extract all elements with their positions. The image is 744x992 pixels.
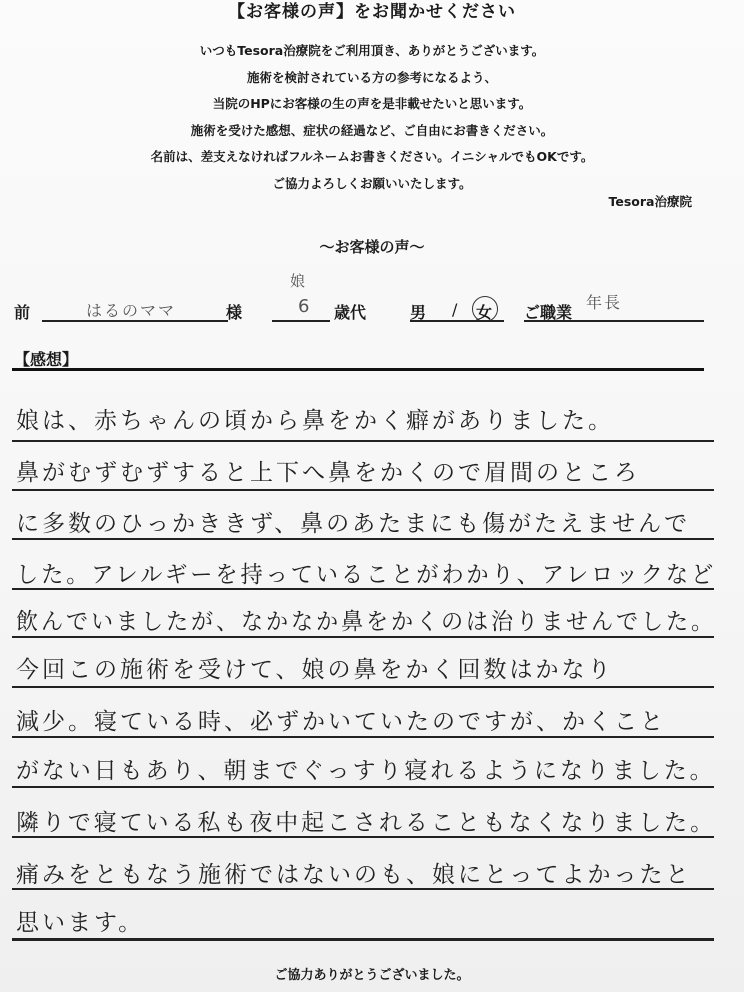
gender-male-option[interactable]: 男: [410, 303, 427, 322]
handwritten-line: 隣りで寝ている私も夜中起こされることもなくなりました。: [16, 810, 716, 836]
handwritten-line: 飲んでいましたが、なかなか鼻をかくのは治りませんでした。: [16, 609, 716, 635]
ruled-line: [12, 538, 714, 540]
handwritten-line: 痛みをともなう施術ではないのも、娘にとってよかったと: [16, 862, 692, 888]
section-title: ～お客様の声～: [319, 238, 425, 256]
occupation-label: ご職業: [524, 303, 573, 322]
intro-line: 施術を受けた感想、症状の経過など、ご自由にお書きください。: [190, 122, 554, 138]
handwritten-line: 減少。寝ている時、必ずかいていたのですが、かくこと: [16, 709, 666, 735]
page-title: 【お客様の声】をお聞かせください: [228, 2, 516, 22]
ruled-line: [12, 588, 714, 590]
intro-line: いつもTesora治療院をご利用頂き、ありがとうございます。: [199, 43, 545, 58]
sama-label: 様: [226, 303, 243, 322]
gender-separator: /: [452, 300, 458, 319]
ruled-line: [12, 888, 714, 890]
age-note: 娘: [290, 272, 308, 290]
occupation-underline: [524, 320, 704, 322]
clinic-name: Tesora治療院: [608, 194, 692, 209]
ruled-line: [12, 938, 714, 941]
impressions-label: 【感想】: [14, 350, 79, 369]
name-label: 前: [14, 303, 31, 322]
ruled-line: [12, 489, 714, 491]
handwritten-line: 娘は、赤ちゃんの頃から鼻をかく癖がありました。: [16, 408, 614, 434]
gender-female-option[interactable]: 女: [476, 303, 493, 322]
impressions-divider: [12, 368, 704, 371]
customer-info-row: [14, 272, 704, 324]
intro-text: [0, 38, 744, 197]
intro-line: 施術を検討されている方の参考になるよう、: [246, 69, 497, 85]
footer-thanks: ご協力ありがとうございました。: [274, 968, 470, 983]
handwritten-line: がない日もあり、朝までぐっすり寝れるようになりました。: [16, 758, 716, 784]
ruled-line: [12, 636, 714, 638]
occupation-value: 年長: [586, 293, 623, 312]
handwritten-line: に多数のひっかききず、鼻のあたまにも傷がたえませんで: [16, 511, 691, 537]
ruled-line: [12, 440, 714, 442]
ruled-line: [12, 736, 714, 738]
intro-line: 名前は、差支えなければフルネームお書きください。イニシャルでもOKです。: [150, 149, 594, 164]
age-value: 6: [298, 296, 312, 317]
handwritten-line: 思います。: [16, 910, 145, 936]
handwritten-line: 今回この施術を受けて、娘の鼻をかく回数はかなり: [16, 657, 614, 683]
intro-line: 当院のHPにお客様の生の声を是非載せたいと思います。: [212, 96, 532, 111]
name-underline: [42, 320, 228, 322]
name-value: はるのママ: [86, 301, 177, 320]
gender-underline: [410, 320, 504, 322]
age-underline: [272, 320, 330, 322]
ruled-line: [12, 836, 714, 838]
handwritten-line: した。アレルギーを持っていることがわかり、アレロックなど: [16, 562, 717, 588]
intro-line: ご協力よろしくお願いいたします。: [272, 175, 472, 191]
ruled-line: [12, 786, 714, 788]
age-label: 歳代: [334, 303, 367, 322]
handwritten-line: 鼻がむずむずすると上下へ鼻をかくので眉間のところ: [16, 460, 640, 486]
ruled-line: [12, 686, 714, 688]
